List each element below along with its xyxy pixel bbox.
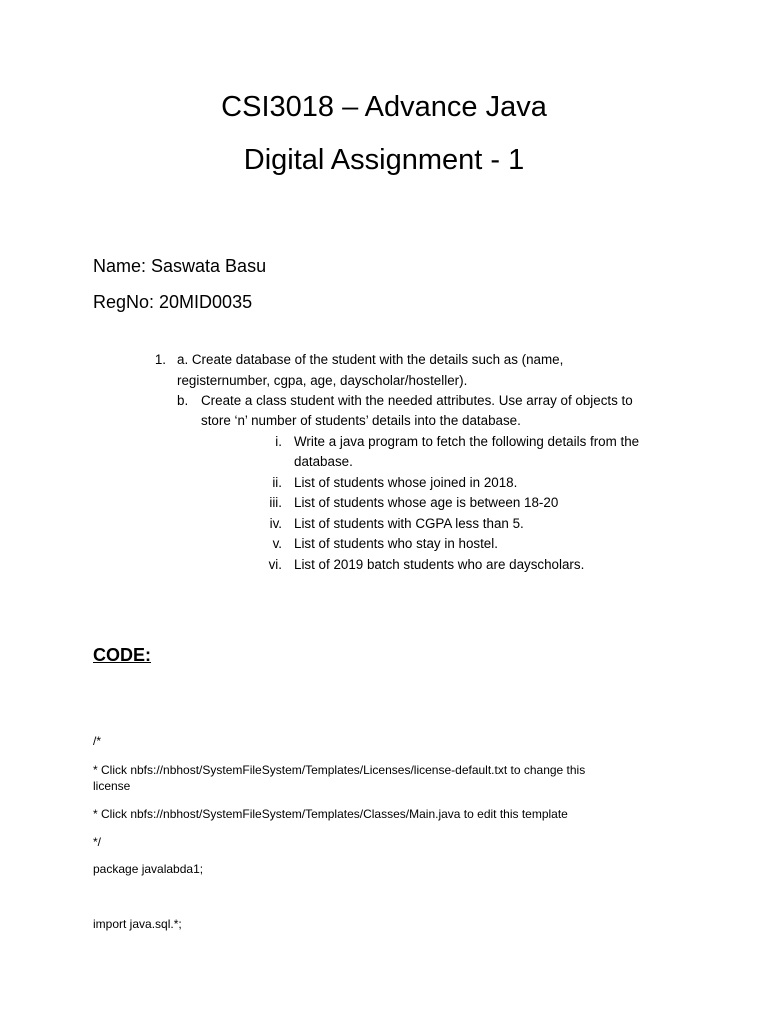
course-title: CSI3018 – Advance Java [221,91,547,123]
sub-item-text: List of students who stay in hostel. [294,536,498,551]
code-line: */ [93,835,102,849]
sub-item-number: iv. [269,516,282,531]
sub-item-text: List of students whose joined in 2018. [294,475,518,490]
sub-item-number: v. [272,536,282,551]
code-line: * Click nbfs://nbhost/SystemFileSystem/Templates/Licenses/license-default.txt to change this [93,763,586,777]
assignment-title: Digital Assignment - 1 [243,144,525,176]
code-line: * Click nbfs://nbhost/SystemFileSystem/Templates/Classes/Main.java to edit this template [93,807,568,821]
code-line: /* [93,734,102,748]
question-a-line2: registernumber, cgpa, age, dayscholar/hosteller). [177,373,468,388]
sub-item-number: vi. [268,557,282,572]
student-regno: RegNo: 20MID0035 [93,292,253,312]
question-b-label: b. [177,393,189,408]
code-line: package javalabda1; [93,862,204,876]
question-b-line2: store ‘n’ number of students’ details into the database. [201,413,521,428]
question-a-line1: a. Create database of the student with the details such as (name, [177,352,564,367]
question-number: 1. [154,352,166,367]
sub-item-text: List of students with CGPA less than 5. [294,516,524,531]
sub-item-text: Write a java program to fetch the following details from the [294,434,640,449]
sub-item-text: List of 2019 batch students who are dayscholars. [294,557,585,572]
sub-item-text-cont: database. [294,454,353,469]
student-name: Name: Saswata Basu [93,256,267,276]
sub-item-number: ii. [272,475,282,490]
sub-item-text: List of students whose age is between 18-20 [294,495,559,510]
code-heading: CODE: [93,645,151,665]
question-b-line1: Create a class student with the needed attributes. Use array of objects to [201,393,633,408]
sub-item-number: iii. [269,495,282,510]
sub-item-number: i. [275,434,282,449]
code-line: import java.sql.*; [93,917,182,931]
code-line: license [93,779,131,793]
